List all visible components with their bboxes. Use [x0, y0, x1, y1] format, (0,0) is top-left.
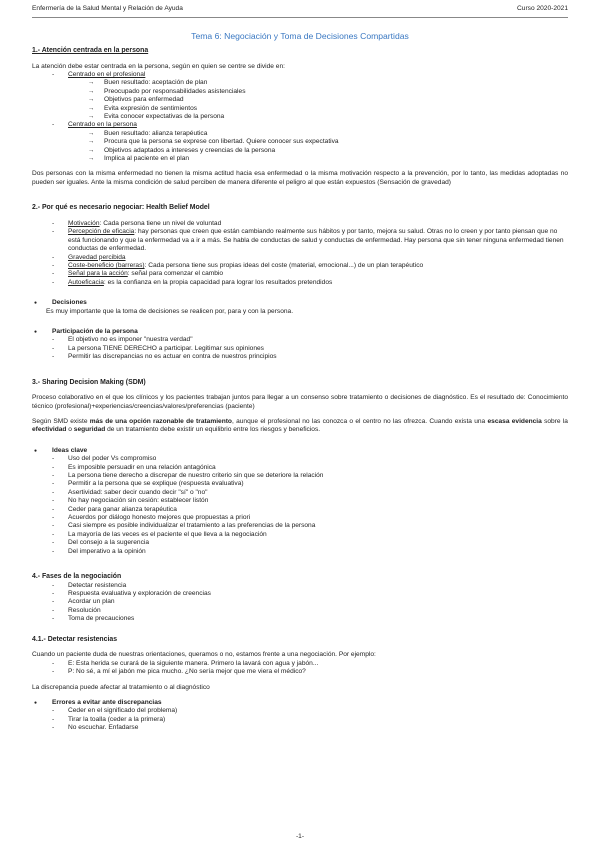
list-item: - Permitir las discrepancias no es actuar en contra de nuestros principios — [32, 353, 568, 361]
ideas-clave-list — [32, 455, 568, 556]
text-run: Según SMD existe — [32, 417, 90, 425]
participacion-list — [32, 336, 568, 361]
decisiones-text: Es muy importante que la toma de decisiones se realicen por, para y con la persona. — [46, 307, 294, 315]
list-item: - Ceder para ganar alianza terapéutica — [32, 506, 568, 514]
list-item: - No escuchar. Enfadarse — [32, 724, 568, 732]
list-item: → Buen resultado: aceptación de plan — [32, 79, 568, 87]
list-item: - Del imperativo a la opinión — [32, 548, 568, 556]
group-professional — [32, 71, 568, 79]
list-item — [32, 262, 568, 270]
term-text: : hay personas que creen que están cambiando realmente sus hábitos y por tanto, mejora su salud. Otras no lo creen y por tanto piensan que no está funcionando y que la enfermedad va a ir a más. Se habla de conductas de salud y conductas de enfermedad. Hay persona que sin tener ninguna enfermedad tienen conductas de enfermedad. — [68, 228, 564, 253]
term-text: : Cada persona tiene sus propias ideas del coste (material, emocional...) de un plan terapéutico — [144, 261, 424, 269]
list-item: → Evita conocer expectativas de la persona — [32, 113, 568, 121]
text-run-bold: escasa evidencia — [487, 417, 542, 425]
list-item: - La persona tiene derecho a discrepar de nuestro criterio sin que se deteriore la relación — [32, 472, 568, 480]
list-item: - Detectar resistencia — [32, 582, 568, 590]
list-item: → Implica al paciente en el plan — [32, 155, 568, 163]
section-4-heading: 4.- Fases de la negociación — [32, 573, 122, 581]
term: Señal para la acción — [68, 270, 128, 278]
list-item — [32, 279, 568, 287]
fases-list — [32, 582, 568, 624]
list-item: → Buen resultado: alianza terapéutica — [32, 130, 568, 138]
section-2-heading: 2.- Por qué es necesario negociar: Health Belief Model — [32, 204, 210, 212]
term-text: : es la confianza en la propia capacidad para lograr los resultados pretendidos — [103, 278, 333, 286]
list-item: - Acordar un plan — [32, 598, 568, 606]
group-person-items — [32, 130, 568, 164]
list-item: - Del consejo a la sugerencia — [32, 539, 568, 547]
section-1-intro: La atención debe estar centrada en la persona, según en quien se centre se divide en: — [32, 62, 285, 70]
group-person — [32, 121, 568, 129]
section-1-groups-2 — [32, 121, 568, 129]
section-3-paragraph-2 — [32, 418, 568, 435]
text-run: de un tratamiento debe existir un equilibrio entre los riesgos y beneficios. — [105, 426, 321, 434]
text-run-bold: más de una opción razonable de tratamiento — [89, 417, 232, 425]
section-4-1-heading: 4.1.- Detectar resistencias — [32, 635, 118, 643]
section-3-heading: 3.- Sharing Decision Making (SDM) — [32, 378, 146, 386]
list-item: - La mayoría de las veces es el paciente el que lleva a la negociación — [32, 531, 568, 539]
text-run: , aunque el profesional no las conozca o el centro no las ofrezca. Cuando exista una — [231, 417, 488, 425]
list-item: - No hay negociación sin cesión: establecer listón — [32, 497, 568, 505]
errores-label: ● Errores a evitar ante discrepancias — [32, 699, 568, 707]
discrepancia-text: La discrepancia puede afectar al tratamiento o al diagnóstico — [32, 683, 210, 691]
participacion-label: ● Participación de la persona — [32, 328, 568, 336]
text-run-bold: efectividad — [32, 426, 67, 434]
text-run: o — [66, 426, 74, 434]
examples-list — [32, 660, 568, 677]
group-professional-label: Centrado en el profesional — [68, 71, 146, 78]
header-course-name: Enfermería de la Salud Mental y Relación de Ayuda — [32, 5, 183, 12]
list-item: - E: Esta herida se curará de la siguiente manera. Primero la lavará con agua y jabón... — [32, 660, 568, 668]
term: Percepción de eficacia — [68, 228, 135, 236]
list-item: → Preocupado por responsabilidades asistenciales — [32, 88, 568, 96]
header-course-year: Curso 2020-2021 — [517, 5, 568, 12]
term: Autoeficacia — [68, 278, 104, 286]
term: Gravedad percibida — [68, 253, 126, 261]
section-3-paragraph-1: Proceso colaborativo en el que los clínicos y los pacientes trabajan juntos para llegar a un consenso sobre tratamiento o decisiones de diagnóstico. Es el resultado de: Conocimiento técnico (profesional)+experiencias/creencias/valores/preferencias (paciente) — [32, 394, 568, 410]
list-item: - El objetivo no es imponer "nuestra verdad" — [32, 336, 568, 344]
section-1-heading — [32, 47, 568, 56]
list-item: - Toma de precauciones — [32, 615, 568, 623]
list-item: - Casi siempre es posible individualizar el tratamiento a las preferencias de la persona — [32, 522, 568, 530]
text-run: sobre la — [541, 417, 568, 425]
term-text: : señal para comenzar el cambio — [127, 270, 224, 278]
health-belief-list — [32, 220, 568, 287]
list-item: - Uso del poder Vs compromiso — [32, 455, 568, 463]
text-run-bold: seguridad — [73, 426, 106, 434]
list-item: - P: No sé, a mí el jabón me pica mucho. ¿No sería mejor que me viera el médico? — [32, 668, 568, 676]
list-item — [32, 220, 568, 228]
term: Motivación — [68, 219, 100, 227]
list-item — [32, 228, 568, 253]
list-item: - Es imposible persuadir en una relación antagónica — [32, 464, 568, 472]
decisiones-label: ● Decisiones — [32, 299, 568, 307]
list-item: - Acuerdos por diálogo honesto mejores que propuestas a priori — [32, 514, 568, 522]
list-item: - Resolución — [32, 607, 568, 615]
list-item: - Tirar la toalla (ceder a la primera) — [32, 716, 568, 724]
term: Coste-beneficio (barreras) — [68, 261, 145, 269]
group-professional-items — [32, 79, 568, 121]
page-number: -1- — [295, 833, 305, 840]
list-item: - Respuesta evaluativa y exploración de creencias — [32, 590, 568, 598]
list-item: → Evita expresión de sentimientos — [32, 105, 568, 113]
list-item — [32, 270, 568, 278]
list-item: → Procura que la persona se exprese con libertad. Quiere conocer sus expectativa — [32, 138, 568, 146]
list-item: - Asertividad: saber decir cuando decir "sí" o "no" — [32, 489, 568, 497]
list-item: → Objetivos adaptados a intereses y creencias de la persona — [32, 147, 568, 155]
page-header — [32, 5, 568, 18]
list-item: → Objetivos para enfermedad — [32, 96, 568, 104]
group-person-label: Centrado en la persona — [68, 121, 137, 129]
list-item: - Ceder en el significado del problema) — [32, 707, 568, 715]
list-item: - La persona TIENE DERECHO a participar. Legitimar sus opiniones — [32, 345, 568, 353]
list-item — [32, 254, 568, 262]
errores-list — [32, 707, 568, 732]
ideas-clave-label: ● Ideas clave — [32, 447, 568, 455]
section-1-paragraph: Dos personas con la misma enfermedad no tienen la misma actitud hacia esa enfermedad o la misma motivación respecto a la prevención, por lo tanto, las medidas adoptadas no pueden ser iguales. Ante la misma condición de salud perciben de manera diferente el peligro al que están expuestos (Sensación de gravedad) — [32, 170, 568, 186]
section-1-heading-text: 1.- Atención centrada en la persona — [32, 47, 149, 54]
section-1-groups — [32, 71, 568, 79]
section-4-1-intro: Cuando un paciente duda de nuestras orientaciones, queramos o no, estamos frente a una negociación. Por ejemplo: — [32, 651, 376, 659]
list-item: - Permitir a la persona que se explique (respuesta evaluativa) — [32, 480, 568, 488]
term-text: : Cada persona tiene un nivel de voluntad — [99, 219, 222, 227]
document-body — [32, 31, 568, 733]
page-title: Tema 6: Negociación y Toma de Decisiones Compartidas — [191, 31, 409, 41]
